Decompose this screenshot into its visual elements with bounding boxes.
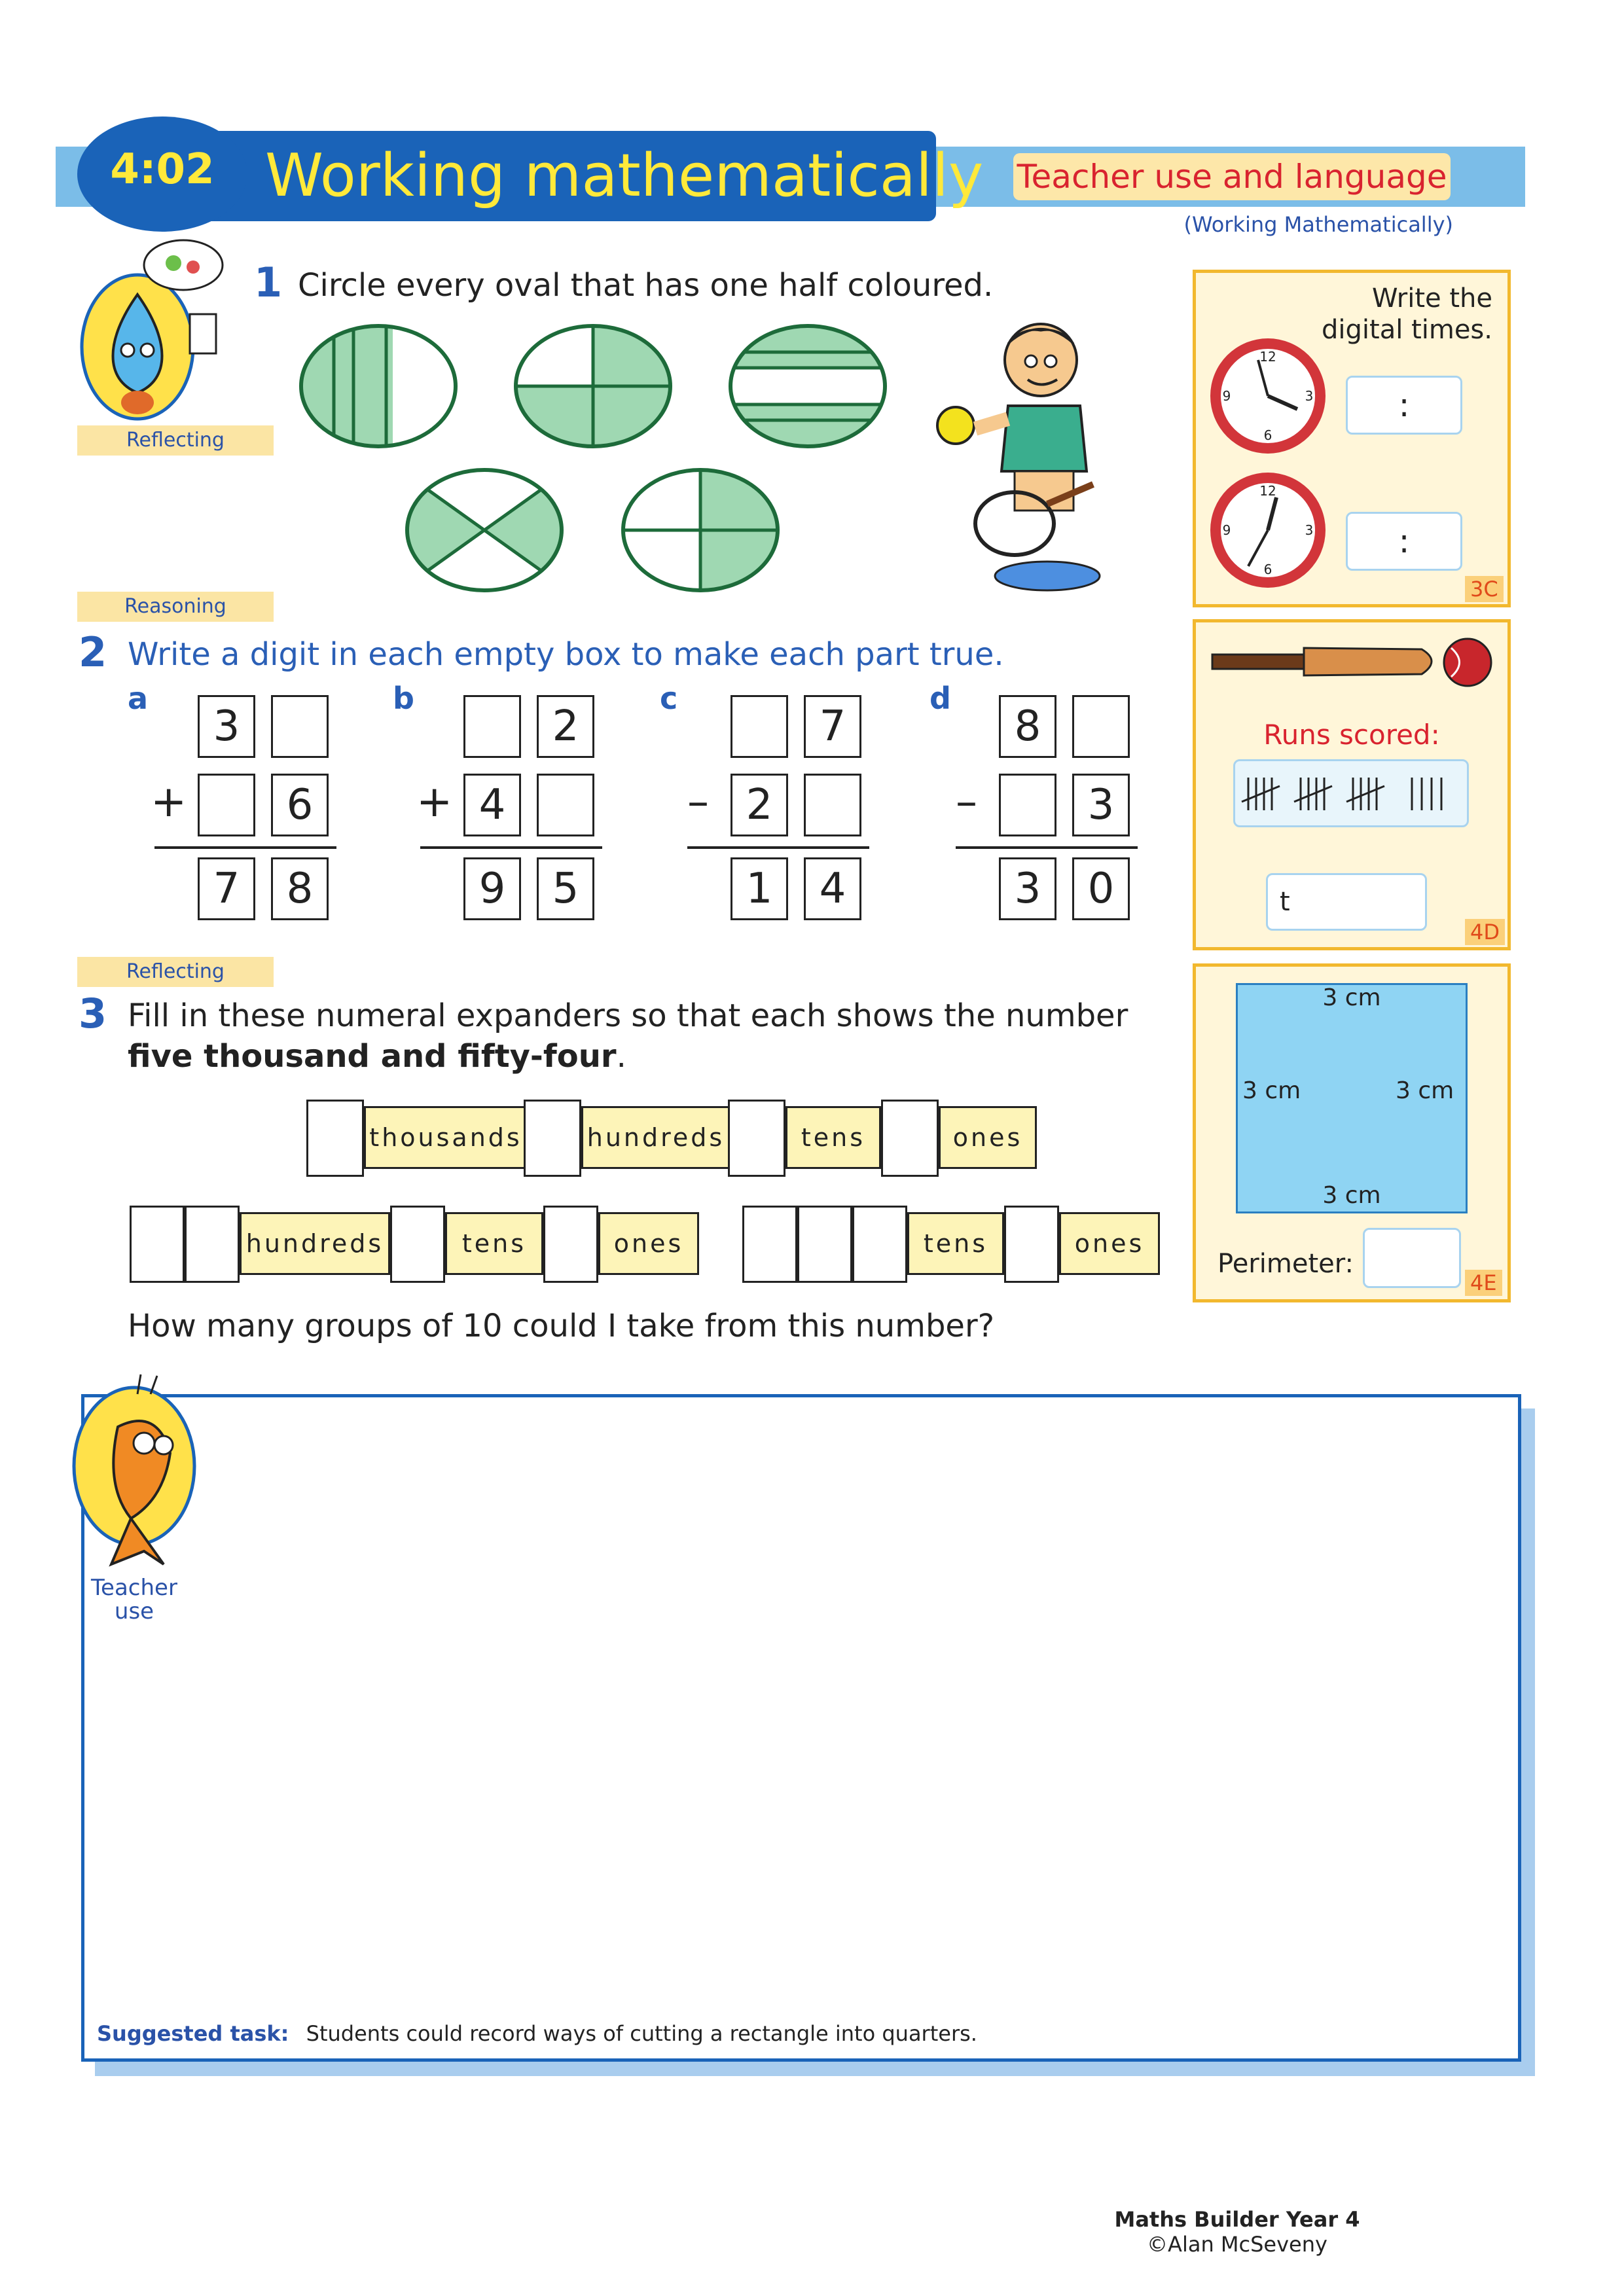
question-3-number-words <box>128 1038 626 1075</box>
expander-digit-box[interactable] <box>185 1206 240 1283</box>
tally-marks-icon <box>1235 761 1467 825</box>
sum-line <box>154 846 336 849</box>
digit-box: 2 <box>537 695 594 758</box>
expander-digit-box[interactable] <box>390 1206 445 1283</box>
part-c-label: c <box>660 681 678 716</box>
digit-box: 9 <box>463 857 521 920</box>
tens-label: tens <box>801 1123 866 1152</box>
question-3-text: Fill in these numeral expanders so that each shows the number <box>128 997 1128 1034</box>
digit-box: 2 <box>731 774 788 836</box>
tennis-boy-illustration-icon <box>916 308 1152 596</box>
digit-box: 8 <box>999 695 1056 758</box>
svg-text:3: 3 <box>1305 388 1314 404</box>
question-2-text: Write a digit in each empty box to make each part true. <box>128 636 1004 673</box>
digit-box: 8 <box>271 857 329 920</box>
digit-box-empty[interactable] <box>804 774 861 836</box>
digit-box-empty[interactable] <box>731 695 788 758</box>
expander-fold <box>939 1106 1037 1169</box>
minus-sign: – <box>687 776 709 827</box>
svg-text:3: 3 <box>1305 522 1314 538</box>
digit-box: 4 <box>804 857 861 920</box>
svg-text:12: 12 <box>1259 483 1276 499</box>
oval-1[interactable] <box>301 321 471 452</box>
goldfish-mascot-icon <box>65 1368 203 1577</box>
svg-text:6: 6 <box>1263 427 1272 443</box>
svg-text:6: 6 <box>1263 562 1272 577</box>
expander-fold <box>364 1106 528 1169</box>
tens-label: tens <box>923 1229 988 1258</box>
sum-line <box>956 846 1138 849</box>
suggested-task <box>97 2021 977 2046</box>
ones-label: ones <box>952 1123 1023 1152</box>
ovals-figure <box>288 321 903 602</box>
expander-digit-box[interactable] <box>130 1206 185 1283</box>
minus-sign: – <box>956 776 977 827</box>
digit-box: 4 <box>463 774 521 836</box>
expander-fold <box>598 1212 699 1275</box>
square-side-right: 3 cm <box>1396 1077 1454 1104</box>
page-title: Working mathematically <box>265 141 984 210</box>
oval-4[interactable] <box>393 465 576 596</box>
digit-box: 6 <box>271 774 329 836</box>
expander-digit-box[interactable] <box>524 1100 581 1177</box>
plus-sign: + <box>416 776 453 827</box>
digital-time-input-1[interactable]: : <box>1346 376 1462 435</box>
digital-time-input-2[interactable]: : <box>1346 512 1462 571</box>
digit-box-empty[interactable] <box>999 774 1056 836</box>
question-1-number: 1 <box>254 259 283 306</box>
oval-2[interactable] <box>511 321 681 452</box>
sum-line <box>687 846 869 849</box>
digit-box: 7 <box>804 695 861 758</box>
digit-box: 3 <box>1072 774 1130 836</box>
ones-label: ones <box>613 1229 684 1258</box>
full-stop: . <box>616 1038 626 1075</box>
outcome-tag: 4D <box>1465 919 1505 945</box>
teacher-use-area[interactable] <box>81 1394 1521 2062</box>
suggested-task-text: Students could record ways of cutting a rectangle into quarters. <box>306 2021 977 2046</box>
header-subtitle: (Working Mathematically) <box>1183 212 1453 237</box>
thousands-label: thousands <box>369 1123 522 1152</box>
digit-box: 1 <box>731 857 788 920</box>
cricket-bat-and-ball-icon <box>1206 635 1500 694</box>
part-a-label: a <box>128 681 149 716</box>
perimeter-input[interactable] <box>1363 1228 1461 1288</box>
question-2-number: 2 <box>79 628 107 676</box>
expander-fold <box>445 1212 543 1275</box>
expander-digit-box[interactable] <box>1004 1206 1059 1283</box>
digit-box: 5 <box>537 857 594 920</box>
perimeter-label: Perimeter: <box>1218 1249 1354 1279</box>
digit-box-empty[interactable] <box>537 774 594 836</box>
ones-label: ones <box>1074 1229 1145 1258</box>
question-3-number: 3 <box>79 990 107 1037</box>
digit-box: 3 <box>198 695 255 758</box>
strip-reflecting: Reflecting <box>77 425 274 456</box>
footer-copyright: ©Alan McSeveny <box>1147 2232 1327 2257</box>
hundreds-label: hundreds <box>586 1123 725 1152</box>
part-d-label: d <box>929 681 951 716</box>
tally-box <box>1233 759 1469 827</box>
expander-fold <box>1059 1212 1160 1275</box>
digit-box-empty[interactable] <box>198 774 255 836</box>
square-side-left: 3 cm <box>1242 1077 1301 1104</box>
header-number: 4:02 <box>110 145 215 194</box>
strip-reasoning: Reasoning <box>77 592 274 622</box>
digit-box-empty[interactable] <box>463 695 521 758</box>
expander-fold <box>240 1212 390 1275</box>
footer-book-title: Maths Builder Year 4 <box>1114 2207 1360 2232</box>
part-b-label: b <box>393 681 414 716</box>
expander-fold <box>581 1106 731 1169</box>
digit-box: 0 <box>1072 857 1130 920</box>
svg-text:9: 9 <box>1222 522 1231 538</box>
question-1-text: Circle every oval that has one half coloured. <box>298 267 994 304</box>
oval-3[interactable] <box>727 321 897 452</box>
teacher-use-label <box>79 1576 190 1623</box>
clocks-instruction-line-2: digital times. <box>1322 315 1492 345</box>
expander-digit-box[interactable] <box>543 1206 598 1283</box>
oval-5[interactable] <box>615 465 785 596</box>
water-drop-mascot-icon <box>52 236 229 425</box>
strip-reflecting: Reflecting <box>77 957 274 987</box>
digit-box-empty[interactable] <box>271 695 329 758</box>
expander-fold <box>907 1212 1004 1275</box>
clock-faces-icon <box>1206 334 1337 596</box>
expander-fold <box>785 1106 881 1169</box>
hundreds-label: hundreds <box>245 1229 384 1258</box>
square-side-bottom: 3 cm <box>1322 1182 1381 1209</box>
suggested-task-label: Suggested task: <box>97 2021 289 2046</box>
groups-of-ten-question: How many groups of 10 could I take from this number? <box>128 1308 995 1344</box>
runs-answer-input[interactable]: t <box>1266 873 1427 931</box>
expander-digit-box[interactable] <box>852 1206 907 1283</box>
expander-digit-box[interactable] <box>306 1100 364 1177</box>
teacher-label-line-2: use <box>114 1598 154 1624</box>
teacher-label-line-1: Teacher <box>91 1575 177 1601</box>
number-in-words: five thousand and fifty-four <box>128 1038 617 1075</box>
square-side-top: 3 cm <box>1322 984 1381 1011</box>
sum-line <box>420 846 602 849</box>
svg-text:9: 9 <box>1222 388 1231 404</box>
expander-digit-box[interactable] <box>797 1206 852 1283</box>
clocks-instruction-line-1: Write the <box>1372 283 1492 314</box>
plus-sign: + <box>151 776 187 827</box>
digit-box: 7 <box>198 857 255 920</box>
outcome-tag: 4E <box>1465 1270 1502 1296</box>
outcome-tag: 3C <box>1465 576 1504 602</box>
digit-box: 3 <box>999 857 1056 920</box>
expander-digit-box[interactable] <box>728 1100 785 1177</box>
tens-label: tens <box>461 1229 527 1258</box>
teacher-use-chip: Teacher use and language <box>1013 153 1451 200</box>
runs-scored-label: Runs scored: <box>1263 719 1440 751</box>
expander-digit-box[interactable] <box>742 1206 797 1283</box>
svg-text:12: 12 <box>1259 349 1276 365</box>
expander-digit-box[interactable] <box>881 1100 939 1177</box>
digit-box-empty[interactable] <box>1072 695 1130 758</box>
